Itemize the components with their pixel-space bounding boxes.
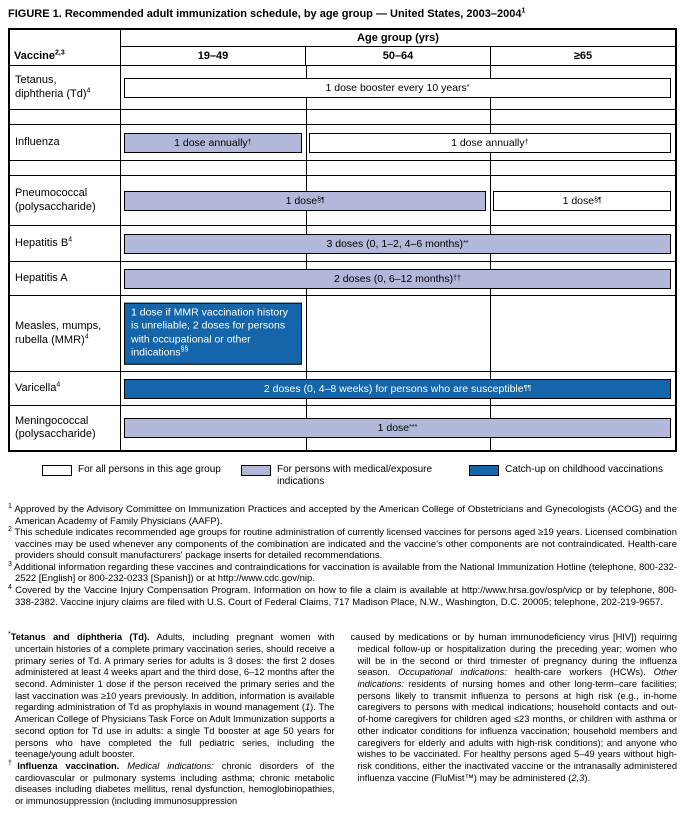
- vaccine-label: [10, 125, 120, 160]
- table-rows: [10, 66, 675, 450]
- legend: [8, 464, 677, 488]
- text: Vaccine: [14, 50, 55, 62]
- dose-bar-all: 1 dose annually †: [309, 133, 671, 153]
- bar-zone: [120, 262, 675, 295]
- text-run: Medical indications:: [127, 760, 214, 771]
- vaccine-label-line: Pneumococcal: [15, 187, 88, 200]
- vaccine-label-line: Meningococcal: [15, 414, 89, 427]
- immunization-schedule-table: [8, 28, 677, 452]
- bar-zone: [120, 296, 675, 371]
- column-divider: [306, 125, 307, 160]
- text-run: Other indications:: [357, 667, 677, 690]
- spacer-bar-zone: [120, 110, 675, 124]
- vaccine-label-line: Measles, mumps,: [15, 320, 102, 333]
- note-marker: *: [8, 631, 11, 639]
- text-run: ). The American College of Physicians Task Force on Adult Immunization supports a second option for Td use in adults: a single Td booster at age 50 years for persons who have completed the full pediatric series, including the teenage/young adult booster.: [15, 702, 335, 760]
- legend-label: Catch-up on childhood vaccinations: [505, 464, 663, 475]
- legend-swatch-medical: [241, 465, 271, 476]
- bar-zone: [120, 125, 675, 160]
- numbered-footnotes: [8, 504, 677, 608]
- vaccine-label: [10, 176, 120, 225]
- bar-zone: [120, 226, 675, 261]
- note-marker: †: [8, 759, 18, 767]
- vaccine-label: [10, 406, 120, 450]
- legend-label: For persons with medical/exposure indications: [276, 464, 433, 487]
- dose-bar-medical: 2 doses (0, 6–12 months) ††: [124, 269, 671, 289]
- note-paragraph: [8, 761, 335, 808]
- dose-bar-text: 1 dose annually: [174, 136, 248, 149]
- text-run: health-care workers (HCWs).: [506, 667, 654, 678]
- vaccine-footnote-ref: 4: [86, 86, 91, 94]
- figure-title-footnote-ref: 1: [521, 7, 526, 15]
- text-run: 1: [304, 702, 311, 713]
- column-divider: [490, 296, 491, 371]
- vaccine-label-line: Hepatitis $B^4$: [15, 236, 73, 249]
- bar-zone: [120, 372, 675, 405]
- footnote-number: 1: [8, 502, 12, 510]
- footnote-3: $^3$ Additional information regarding these vaccines and contraindications for vaccination is available from the National Immunization Hotline (telephone, 800-232-2522 [English] or 800-232-0233 [Spanish]) or at http://www.cdc.gov/nip.: [8, 560, 677, 585]
- vaccine-footnote-ref: 4: [84, 332, 89, 340]
- text-run: Occupational indications:: [398, 667, 507, 678]
- dose-bar-text: 2 doses (0, 6–12 months): [334, 272, 454, 285]
- vaccine-row: [10, 226, 675, 262]
- dose-bar-text: 1 dose annually: [451, 136, 525, 149]
- vaccine-row: [10, 372, 675, 406]
- vaccine-footnote-ref: 4: [56, 381, 61, 389]
- dose-bar-text: 1 dose: [562, 194, 595, 207]
- vaccine-footnote-ref: 4: [68, 236, 73, 244]
- text-run: Adults, including pregnant women with uncertain histories of a complete primary vaccination series, should receive a primary series of Td. A primary series for adults is 3 doses: the first 2 doses administered at least 4 weeks apart and the third dose, 6–12 months after the second. Administer 1 dose if the person received the primary series and the last vaccination was ≥10 years previously. In addition, information is available regarding administration of Td as prophylaxis in wound management (: [15, 632, 335, 713]
- column-divider: [490, 161, 491, 175]
- legend-swatch-all: [42, 465, 72, 476]
- vaccine-label: [10, 66, 120, 109]
- legend-swatch-catchup: [469, 465, 499, 476]
- text-run: Influenza vaccination.: [17, 760, 120, 771]
- dose-bar-text: 1 dose: [285, 194, 318, 207]
- figure-title-text: FIGURE 1. Recommended adult immunization schedule, by age group — United States, 2003–2004: [8, 8, 522, 20]
- footnote-4: $^4$ Covered by the Vaccine Injury Compensation Program. Information on how to file a claim is available at http://www.hrsa.gov/osp/vicp or by telephone, 800-338-2382. Vaccine injury claims are filed with U.S. Court of Federal Claims, 717 Madison Place, N.W., Washington, D.C. 20005; telephone, 202-219-9657.: [8, 583, 677, 608]
- dose-bar-catchup: 2 doses (0, 4–8 weeks) for persons who are susceptible ¶¶: [124, 379, 671, 399]
- header-blank-cell: [10, 30, 120, 47]
- figure-title: [8, 8, 677, 20]
- legend-item-all: [42, 464, 221, 476]
- dose-bar-medical: 1 dose annually †: [124, 133, 302, 153]
- text-run: residents of nursing homes and other long-term–care facilities; persons likely to transmit influenza to persons at high risk (e.g., in-home caregivers to persons with medical indications; household contacts and out-of-home caregivers for children aged ≤23 months, or children with asthma or other indicator conditions for influenza vaccination; household members and caregivers for elderly and adults with high-risk conditions); and anyone who wishes to be vaccinated. For healthy persons aged 5–49 years without high-risk conditions, either the inactivated vaccine or the intranasally administered influenza vaccine (FluMist™) may be administered (: [357, 679, 677, 783]
- text-run: caused by medications or by human immunodeficiency virus [HIV]) requiring medical follow-up or hospitalization during the preceding year; women who will be in the second or third trimester of pregnancy during the influenza season.: [350, 632, 677, 678]
- column-divider: [306, 296, 307, 371]
- spacer-bar-zone: [120, 161, 675, 175]
- vaccine-label-line: Varicella$^4$: [15, 381, 61, 394]
- age-column-50-64: 50–64: [305, 47, 490, 65]
- footnote-number: 3: [8, 560, 12, 568]
- vaccine-label-line: (polysaccharide): [15, 200, 96, 213]
- vaccine-label: [10, 296, 120, 371]
- vaccine-row: [10, 406, 675, 450]
- column-divider: [490, 110, 491, 124]
- vaccine-row: [10, 262, 675, 296]
- note-paragraph: [351, 632, 678, 784]
- vaccine-label-line: Hepatitis A: [15, 271, 68, 284]
- vaccine-label: [10, 372, 120, 405]
- footnote-number: 2: [8, 526, 12, 533]
- legend-item-medical: [241, 464, 449, 488]
- bar-zone: [120, 66, 675, 109]
- column-header-row: [10, 47, 675, 66]
- vaccine-label: [10, 262, 120, 295]
- spacer-row: [10, 110, 675, 125]
- dose-bar-all: 1 dose booster every 10 years *: [124, 78, 671, 98]
- age-group-header-row: [10, 30, 675, 47]
- vaccine-row: [10, 66, 675, 110]
- dose-bar-medical: 1 dose ***: [124, 418, 671, 438]
- text-run: 2,3: [571, 772, 585, 783]
- spacer-label-cell: [10, 161, 120, 175]
- vaccine-header-footnote-ref: 2,3: [54, 49, 65, 57]
- vaccine-label-line: rubella (MMR)$^4$: [15, 332, 89, 346]
- vaccine-label-line: diphtheria $(Td)^4$: [15, 86, 91, 100]
- vaccine-label-line: Influenza: [15, 135, 60, 148]
- dose-bar-medical: 1 dose §¶: [124, 191, 486, 211]
- column-divider: [306, 161, 307, 175]
- dose-bar-medical: 3 doses (0, 1–2, 4–6 months) **: [124, 234, 671, 254]
- vaccine-row: [10, 296, 675, 372]
- vaccine-row: [10, 176, 675, 226]
- text-run: ).: [584, 772, 591, 783]
- spacer-row: [10, 161, 675, 176]
- dose-bar-text: 1 dose if MMR vaccination history is unreliable; 2 doses for persons with occupational or other indications: [131, 306, 288, 360]
- vaccine-label-line: Tetanus,: [15, 74, 57, 87]
- spacer-label-cell: [10, 110, 120, 124]
- bottom-notes: [8, 632, 677, 808]
- dose-bar-text: 1 dose booster every 10 years: [325, 81, 467, 94]
- vaccine-label-line: (polysaccharide): [15, 428, 96, 440]
- vaccine-row: [10, 125, 675, 161]
- age-group-header: Age group (yrs): [120, 30, 675, 47]
- legend-label: For all persons in this age group: [78, 464, 221, 475]
- vaccine-header-text: [14, 50, 65, 62]
- bar-zone: [120, 176, 675, 225]
- footnote-number: 4: [8, 583, 12, 591]
- age-column-19-49: 19–49: [120, 47, 305, 65]
- bottom-notes-right-column: [351, 632, 678, 808]
- dose-bar-catchup: [124, 302, 302, 365]
- dose-bar-text: 1 dose: [377, 422, 410, 434]
- legend-item-catchup: [469, 464, 663, 476]
- dose-bar-text: 2 doses (0, 4–8 weeks) for persons who are susceptible: [263, 382, 524, 395]
- vaccine-label: [10, 226, 120, 261]
- column-divider: [490, 176, 491, 225]
- dose-bar-all: 1 dose §¶: [493, 191, 671, 211]
- note-paragraph: [8, 632, 335, 761]
- vaccine-column-header: [10, 47, 120, 65]
- column-divider: [306, 110, 307, 124]
- text-run: chronic disorders of the cardiovascular or pulmonary systems including asthma; chronic metabolic diseases including diabetes mellitus, renal dysfunction, hemoglobinopathies, or immunosuppression (including immunosuppression: [15, 760, 335, 807]
- bar-zone: [120, 406, 675, 450]
- age-column-65plus: ≥65: [490, 47, 675, 65]
- dose-footnote-ref: §§: [180, 346, 189, 354]
- footnote-2: $^2$ This schedule indicates recommended age groups for routine administration of currently licensed vaccines for persons aged ≥19 years. Licensed combination vaccines may be used whenever any components of the combination are indicated and the vaccine's other components are not contraindicated. Health-care providers should consult manufacturers' package inserts for detailed recommendations.: [8, 526, 677, 562]
- bottom-notes-left-column: [8, 632, 335, 808]
- footnote-1: $^1$ Approved by the Advisory Committee on Immunization Practices and accepted by the American College of Obstetricians and Gynecologists (ACOG) and the American Academy of Family Physicians (AAFP).: [8, 502, 677, 527]
- dose-bar-text: 3 doses (0, 1–2, 4–6 months): [326, 237, 464, 250]
- text-run: Tetanus and diphtheria (Td).: [10, 632, 150, 643]
